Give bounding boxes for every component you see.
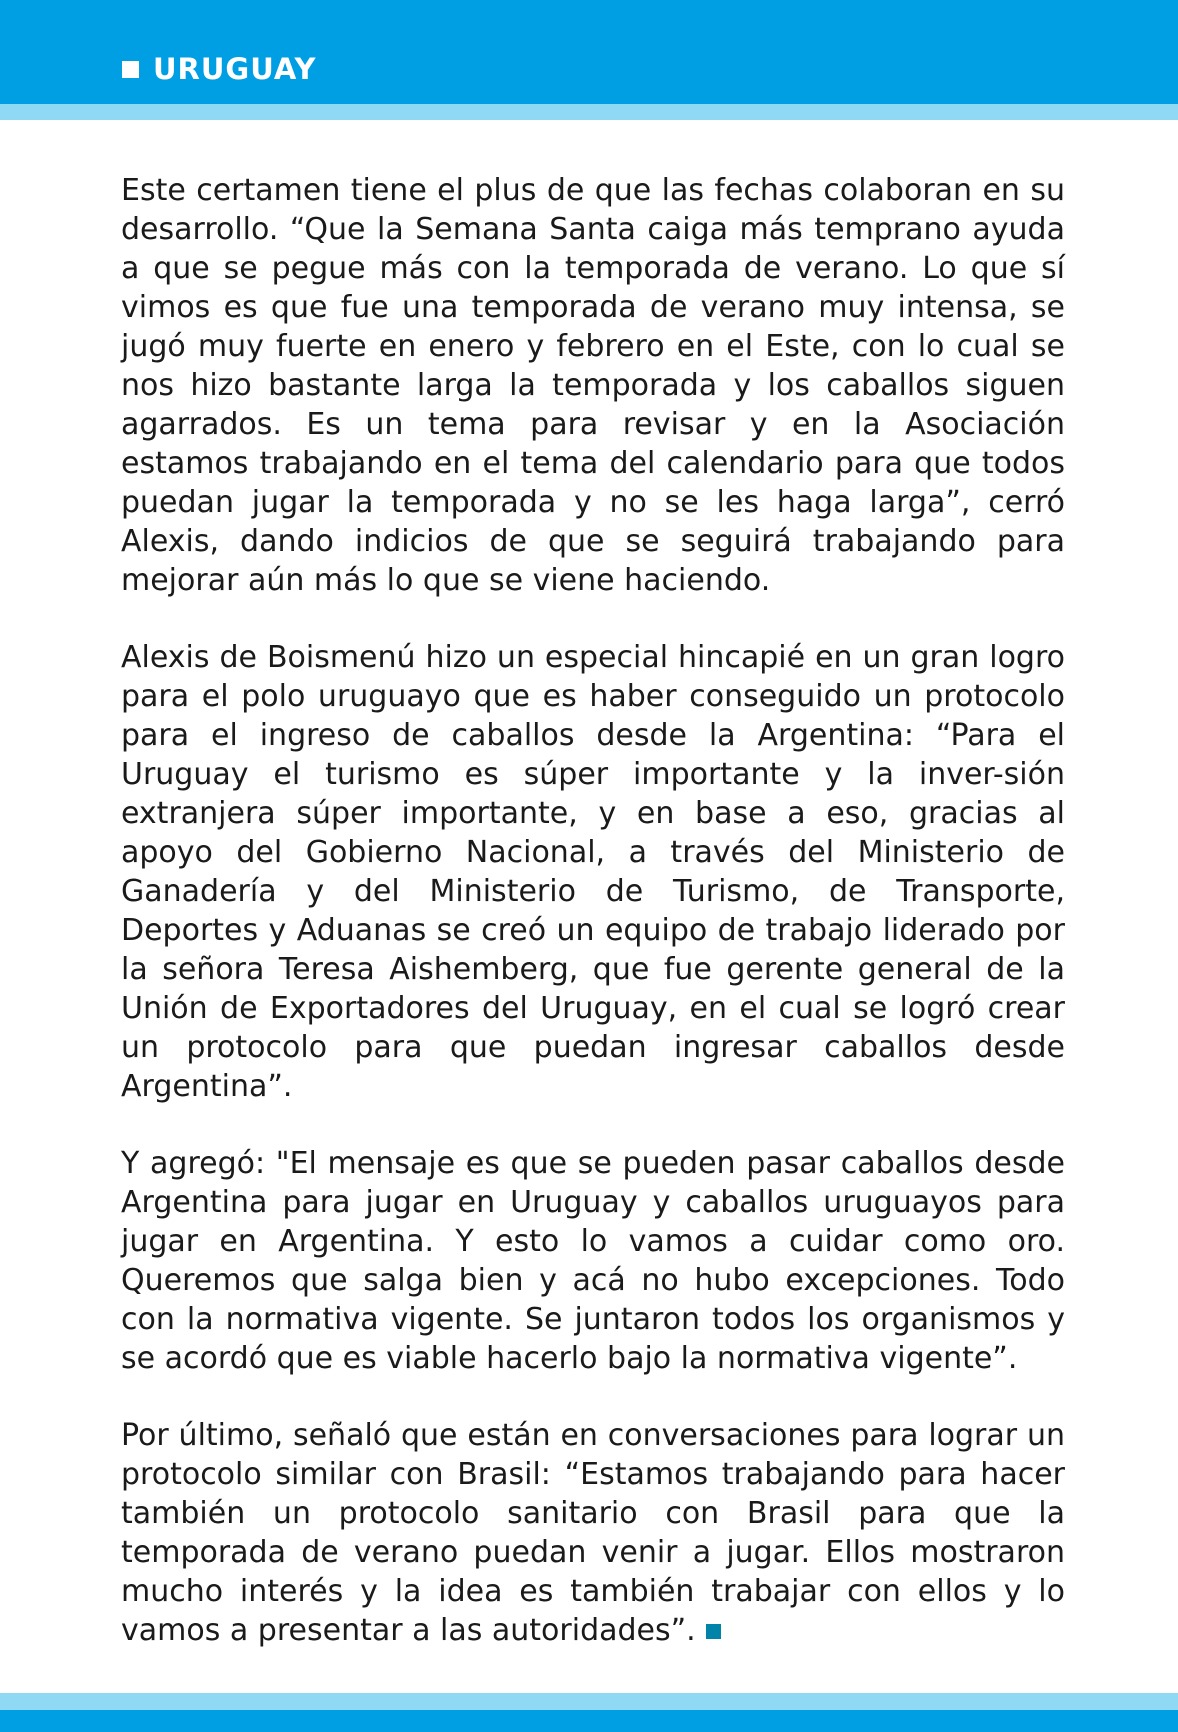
section-square-icon: [122, 61, 139, 78]
article-paragraph-4-text: Por último, señaló que están en conversaciones para lograr un protocolo similar con Brasil: “Estamos trabajando para hacer también un protocolo sanitario con Brasil para que la temporada de verano puedan venir a jugar. Ellos mostraron mucho interés y la idea es también trabajar con ellos y lo vamos a presentar a las autoridades”.: [121, 1418, 1065, 1648]
article-paragraph-3: Y agregó: "El mensaje es que se pueden pasar caballos desde Argentina para jugar en Uruguay y caballos uruguayos para jugar en Argentina. Y esto lo vamos a cuidar como oro. Queremos que salga bien y acá no hubo excepciones. Todo con la normativa vigente. Se juntaron todos los organismos y se acordó que es viable hacerlo bajo la normativa vigente”.: [121, 1146, 1065, 1376]
article-body: [121, 171, 1065, 1688]
article-paragraph-4: [121, 1416, 1065, 1650]
article-paragraph-2: Alexis de Boismenú hizo un especial hincapié en un gran logro para el polo uruguayo que es haber conseguido un protocolo para el ingreso de caballos desde la Argentina: “Para el Uruguay el turismo es súper importante y la inver-sión extranjera súper importante, y en base a eso, gracias al apoyo del Gobierno Nacional, a través del Ministerio de Ganadería y del Ministerio de Turismo, de Transporte, Deportes y Aduanas se creó un equipo de trabajo liderado por la señora Teresa Aishemberg, que fue gerente general de la Unión de Exportadores del Uruguay, en el cual se logró crear un protocolo para que puedan ingresar caballos desde Argentina”.: [121, 640, 1065, 1104]
section-title: URUGUAY: [153, 52, 317, 86]
article-paragraph-1: Este certamen tiene el plus de que las fechas colaboran en su desarrollo. “Que la Semana Santa caiga más temprano ayuda a que se pegue más con la temporada de verano. Lo que sí vimos es que fue una temporada de verano muy intensa, se jugó muy fuerte en enero y febrero en el Este, con lo cual se nos hizo bastante larga la temporada y los caballos siguen agarrados. Es un tema para revisar y en la Asociación estamos trabajando en el tema del calendario para que todos puedan jugar la temporada y no se les haga larga”, cerró Alexis, dando indicios de que se seguirá trabajando para mejorar aún más lo que se viene haciendo.: [121, 173, 1065, 598]
page-footer-band: [0, 1710, 1178, 1732]
header-accent-stripe: [0, 104, 1178, 120]
end-of-article-square-icon: [706, 1624, 721, 1639]
footer-accent-stripe: [0, 1693, 1178, 1710]
